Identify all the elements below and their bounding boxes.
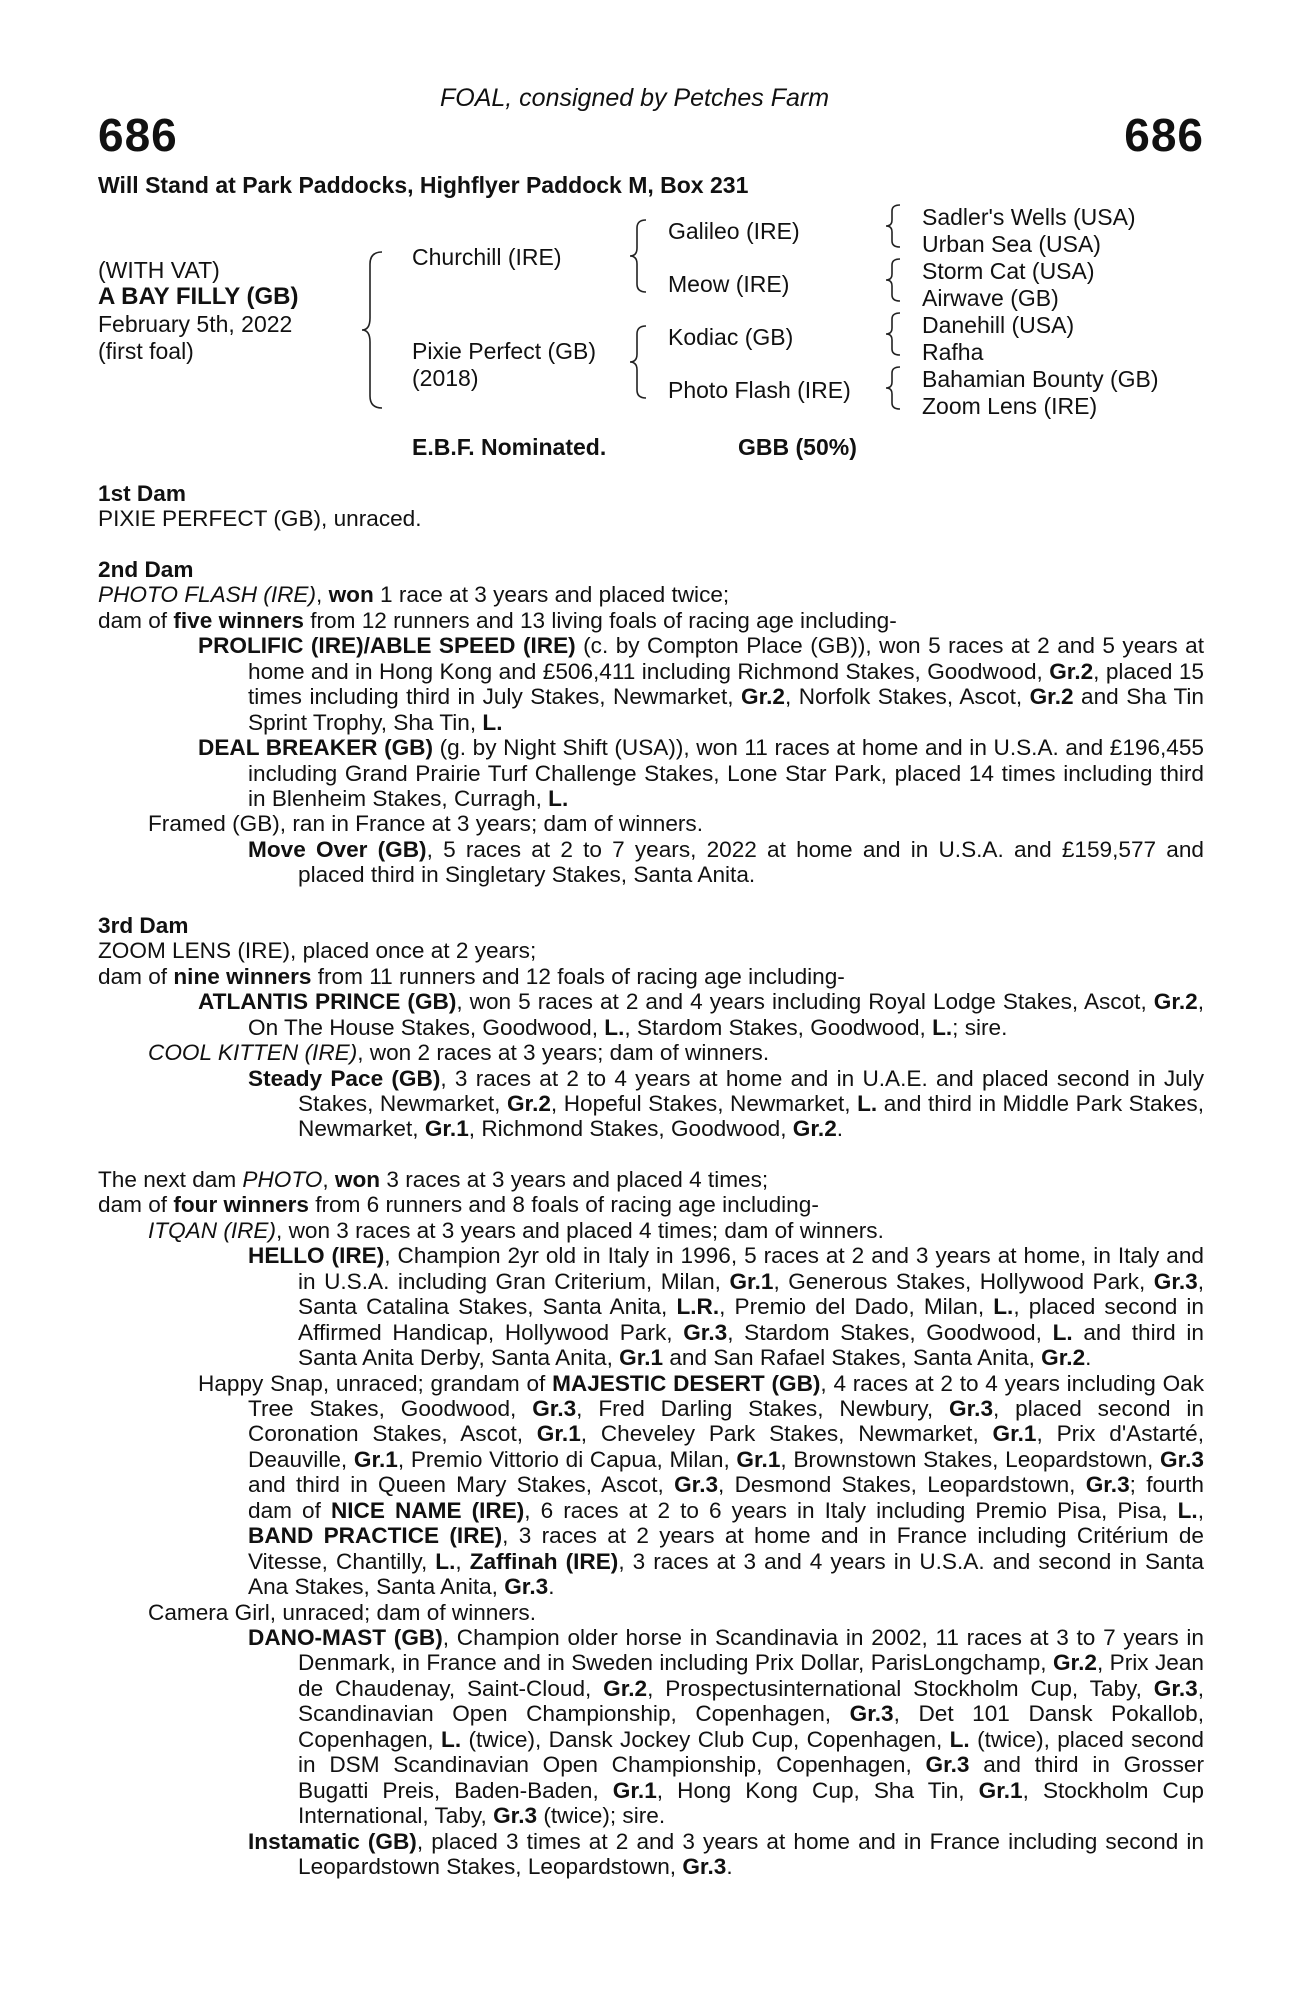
text-run: ; fourth dam of [248, 1472, 1204, 1523]
pedigree-gg-1: Sadler's Wells (USA) [922, 204, 1136, 230]
bold-text: L. [435, 1548, 456, 1574]
third-dam-entry-steady-pace [98, 1066, 1204, 1142]
lot-number-left: 686 [98, 109, 178, 161]
text-run: , [322, 1166, 335, 1192]
text-run: , Fred Darling Stakes, Newbury, [576, 1395, 950, 1421]
text-run: . [548, 1574, 555, 1600]
next-dam-entry-camera-girl: Camera Girl, unraced; dam of winners. [148, 1599, 537, 1625]
text-run: , 3 races at 2 to 4 years at home and in U.A.E. and placed second in July Stakes, Newmarket, [298, 1065, 1204, 1116]
text-run: and San Rafael Stakes, Santa Anita, [663, 1345, 1042, 1371]
bold-text: ATLANTIS PRINCE (GB) [198, 989, 457, 1015]
first-dam-text: PIXIE PERFECT (GB), unraced. [98, 506, 422, 532]
text-run: , Prospectusinternational Stockholm Cup, Taby, [647, 1675, 1154, 1701]
third-dam-entry-atlantis-prince [98, 989, 1204, 1040]
pedigree-gg-4: Airwave (GB) [922, 285, 1059, 311]
bold-text: Gr.1 [992, 1421, 1037, 1447]
second-dam-heading: 2nd Dam [98, 556, 194, 582]
next-dam-entry-dano-mast [98, 1625, 1204, 1829]
pedigree-dam-year: (2018) [412, 365, 479, 391]
text-run: (c. by Compton Place (GB)), won 5 races at 2 and 5 years at home and in Hong Kong and £506,411 including Richmond Stakes, Goodwood, [248, 633, 1204, 684]
text-run: , Premio del Dado, Milan, [719, 1294, 994, 1320]
bold-text: Gr.1 [978, 1777, 1023, 1803]
bold-text: Gr.2 [741, 684, 785, 710]
bold-text: Gr.3 [682, 1854, 727, 1880]
bold-text: L. [949, 1726, 970, 1752]
text-run: 3 races at 3 years and placed 4 times; [380, 1166, 769, 1192]
text-run: , placed second in Affirmed Handicap, Hollywood Park, [298, 1294, 1204, 1345]
third-dam-entry-cool-kitten [98, 1040, 1204, 1065]
sire-brace [628, 216, 652, 296]
bold-text: Gr.2 [1049, 658, 1094, 684]
pedigree-sire-dam: Meow (IRE) [668, 271, 790, 297]
pedigree-dam-dam: Photo Flash (IRE) [668, 377, 851, 403]
text-run: and third in Middle Park Stakes, Newmarket, [298, 1090, 1204, 1142]
text-run: , 3 races at 2 years at home and in France including Critérium de Vitesse, Chantilly, [248, 1523, 1204, 1574]
second-dam-entry-framed: Framed (GB), ran in France at 3 years; dam of winners. [148, 811, 704, 837]
text-run: from 6 runners and 8 foals of racing age including- [308, 1192, 819, 1218]
bold-text: L. [604, 1014, 625, 1040]
text-run: 1 race at 3 years and placed twice; [373, 582, 730, 608]
text-run: , placed 15 times including third in July Stakes, Newmarket, [248, 658, 1204, 710]
text-run: . [726, 1854, 733, 1880]
bold-text: L. [932, 1014, 953, 1040]
catalogue-body [98, 481, 1204, 1880]
bold-text: L. [857, 1090, 878, 1116]
third-dam-line2 [98, 964, 1204, 989]
text-run: , 5 races at 2 to 7 years, 2022 at home and in U.S.A. and £159,577 and placed third in Singletary Stakes, Santa Anita. [298, 836, 1204, 888]
text-run: dam of [98, 963, 174, 989]
text-run: , placed 3 times at 2 and 3 years at home and in France including second in Leopardstown Stakes, Leopardstown, [298, 1828, 1204, 1880]
bold-text: five winners [173, 607, 304, 633]
foal-dob: February 5th, 2022 [98, 311, 293, 337]
bold-text: Gr.3 [493, 1803, 538, 1829]
bold-text: Gr.1 [612, 1777, 657, 1803]
pedigree-sire-sire: Galileo (IRE) [668, 218, 800, 244]
bold-text: Steady Pace (GB) [248, 1065, 441, 1091]
bold-text: Gr.3 [1153, 1268, 1198, 1294]
text-run: , Norfolk Stakes, Ascot, [785, 684, 1030, 710]
text-run: , On The House Stakes, Goodwood, [248, 989, 1204, 1040]
bold-text: Gr.1 [729, 1268, 774, 1294]
bold-text: won [328, 582, 374, 608]
bold-text: Gr.1 [353, 1446, 398, 1472]
pedigree-main-brace [360, 248, 390, 412]
gbb-premium: GBB (50%) [738, 434, 857, 460]
text-run: , won 2 races at 3 years; dam of winners. [357, 1040, 770, 1066]
bold-text: L. [1052, 1319, 1073, 1345]
bold-text: NICE NAME (IRE) [330, 1497, 525, 1523]
text-run: , Richmond Stakes, Goodwood, [468, 1116, 793, 1142]
bold-text: BAND PRACTICE (IRE) [248, 1523, 503, 1549]
text-run: , Cheveley Park Stakes, Newmarket, [580, 1421, 993, 1447]
text-run: (g. by Night Shift (USA)), won 11 races at home and in U.S.A. and £196,455 including Grand Prairie Turf Challenge Stakes, Lone Star Park, placed 14 times including third in Blenheim Stakes, Curragh, [248, 735, 1204, 811]
italic-text: PHOTO [242, 1166, 323, 1192]
bold-text: Gr.1 [736, 1446, 781, 1472]
pedigree-sire: Churchill (IRE) [412, 244, 562, 270]
text-run: , Stardom Stakes, Goodwood, [624, 1014, 933, 1040]
text-run: , Det 101 Dansk Pokallob, Copenhagen, [298, 1701, 1205, 1752]
italic-text: COOL KITTEN (IRE) [148, 1040, 358, 1066]
text-run: , 4 races at 2 to 4 years including Oak Tree Stakes, Goodwood, [248, 1370, 1205, 1421]
text-run: The next dam [98, 1166, 243, 1192]
text-run: , Brownstown Stakes, Leopardstown, [780, 1446, 1161, 1472]
pedigree-gg-3: Storm Cat (USA) [922, 258, 1095, 284]
bold-text: Gr.3 [949, 1395, 994, 1421]
text-run: . [836, 1116, 844, 1142]
text-run: , Generous Stakes, Hollywood Park, [773, 1268, 1154, 1294]
bold-text: Gr.2 [603, 1675, 648, 1701]
text-run: (twice), placed second in DSM Scandinavian Open Championship, Copenhagen, [298, 1726, 1204, 1778]
text-run: , [455, 1548, 470, 1574]
text-run: . [1085, 1345, 1092, 1371]
pedigree-dam-sire: Kodiac (GB) [668, 324, 794, 350]
bold-text: Gr.3 [849, 1701, 894, 1727]
text-run: , Hong Kong Cup, Sha Tin, [656, 1777, 979, 1803]
bold-text: Gr.1 [619, 1345, 664, 1371]
first-dam-heading: 1st Dam [98, 481, 186, 506]
text-run: , Santa Catalina Stakes, Santa Anita, [298, 1268, 1204, 1320]
text-run: from 12 runners and 13 living foals of racing age including- [303, 607, 897, 633]
next-dam-line1 [98, 1167, 1204, 1192]
bold-text: won [334, 1166, 381, 1192]
pedigree-gg-2: Urban Sea (USA) [922, 231, 1101, 257]
text-run: , Champion 2yr old in Italy in 1996, 5 races at 2 and 3 years at home, in Italy and in U.S.A. including Gran Criterium, Milan, [298, 1243, 1204, 1294]
text-run: dam of [98, 1192, 174, 1218]
bold-text: DEAL BREAKER (GB) [198, 735, 434, 761]
text-run: dam of [98, 607, 174, 633]
ebf-nominated: E.B.F. Nominated. [412, 434, 607, 460]
bold-text: Gr.3 [1160, 1446, 1204, 1472]
bold-text: Gr.1 [424, 1116, 469, 1142]
bold-text: L. [548, 785, 569, 811]
text-run: ; sire. [952, 1014, 1008, 1040]
bold-text: Gr.2 [1153, 989, 1198, 1015]
second-dam-line2 [98, 608, 1204, 633]
pedigree-gg-8: Zoom Lens (IRE) [922, 393, 1098, 419]
bold-text: PROLIFIC (IRE)/ABLE SPEED (IRE) [198, 633, 576, 659]
consignment-line: FOAL, consigned by Petches Farm [440, 84, 830, 112]
foal-name: A BAY FILLY (GB) [98, 283, 299, 310]
text-run: , Desmond Stakes, Leopardstown, [718, 1472, 1086, 1498]
text-run: and third in Grosser Bugatti Preis, Baden-Baden, [298, 1752, 1204, 1803]
next-dam-entry-itqan [98, 1218, 1204, 1243]
bold-text: Gr.3 [674, 1472, 719, 1498]
bold-text: Gr.3 [1153, 1675, 1198, 1701]
italic-text: ITQAN (IRE) [148, 1217, 277, 1243]
text-run: , 3 races at 3 and 4 years in U.S.A. and second in Santa Ana Stakes, Santa Anita, [248, 1548, 1204, 1600]
text-run: , Scandinavian Open Championship, Copenhagen, [298, 1675, 1205, 1727]
pedigree-gg-6: Rafha [922, 339, 984, 365]
text-run: , placed second in Coronation Stakes, Ascot, [248, 1395, 1204, 1447]
bold-text: Gr.2 [1041, 1345, 1086, 1371]
text-run: , Premio Vittorio di Capua, Milan, [397, 1446, 737, 1472]
lot-number-right: 686 [1124, 109, 1204, 161]
bold-text: Gr.2 [1029, 684, 1074, 710]
bold-text: Gr.2 [506, 1090, 551, 1116]
text-run: from 11 runners and 12 foals of racing age including- [311, 963, 845, 989]
stand-location: Will Stand at Park Paddocks, Highflyer Paddock M, Box 231 [98, 172, 749, 198]
foal-vat: (WITH VAT) [98, 257, 220, 283]
bold-text: Gr.2 [1052, 1650, 1097, 1676]
gg-brace-3 [884, 310, 904, 358]
text-run: , Prix d'Astarté, Deauville, [248, 1421, 1205, 1472]
bold-text: L.R. [676, 1294, 720, 1320]
next-dam-entry-instamatic [98, 1829, 1204, 1880]
text-run: , [316, 582, 329, 608]
bold-text: DANO-MAST (GB) [248, 1625, 443, 1651]
bold-text: HELLO (IRE) [248, 1243, 385, 1269]
second-dam-entry-prolific [98, 633, 1204, 735]
text-run: and Sha Tin Sprint Trophy, Sha Tin, [248, 684, 1204, 735]
text-run: (twice); sire. [537, 1803, 666, 1829]
bold-text: four winners [173, 1192, 309, 1218]
gg-brace-2 [884, 256, 904, 304]
gg-brace-1 [884, 202, 904, 250]
italic-text: PHOTO FLASH (IRE) [98, 582, 317, 608]
second-dam-entry-deal-breaker [98, 735, 1204, 811]
bold-text: Zaffinah (IRE) [469, 1548, 619, 1574]
pedigree-gg-7: Bahamian Bounty (GB) [922, 366, 1159, 392]
text-run: , won 3 races at 3 years and placed 4 times; dam of winners. [276, 1217, 884, 1243]
bold-text: Gr.3 [504, 1574, 549, 1600]
text-run: , Champion older horse in Scandinavia in 2002, 11 races at 3 to 7 years in Denmark, in France and in Sweden including Prix Dollar, ParisLongchamp, [298, 1625, 1204, 1676]
gg-brace-4 [884, 364, 904, 412]
bold-text: L. [1177, 1497, 1198, 1523]
bold-text: L. [993, 1294, 1014, 1320]
bold-text: Gr.3 [925, 1752, 970, 1778]
foal-note: (first foal) [98, 338, 194, 364]
dam-brace [628, 322, 652, 402]
text-run: and third in Queen Mary Stakes, Ascot, [248, 1472, 675, 1498]
next-dam-entry-happy-snap [98, 1371, 1204, 1600]
bold-text: Gr.3 [532, 1395, 577, 1421]
text-run: and third in Santa Anita Derby, Santa Anita, [298, 1319, 1204, 1371]
bold-text: L. [482, 709, 503, 735]
pedigree-dam: Pixie Perfect (GB) [412, 338, 597, 364]
bold-text: Gr.3 [1085, 1472, 1130, 1498]
text-run: , [1197, 1497, 1204, 1523]
text-run: Happy Snap, unraced; grandam of [198, 1370, 553, 1396]
second-dam-entry-move-over [98, 837, 1204, 888]
text-run: (twice), Dansk Jockey Club Cup, Copenhagen, [461, 1726, 950, 1752]
text-run: , Stardom Stakes, Goodwood, [727, 1319, 1053, 1345]
bold-text: MAJESTIC DESERT (GB) [552, 1370, 821, 1396]
text-run: , won 5 races at 2 and 4 years including Royal Lodge Stakes, Ascot, [456, 989, 1154, 1015]
second-dam-line1 [98, 582, 1204, 607]
next-dam-line2 [98, 1192, 1204, 1217]
text-run: , Stockholm Cup International, Taby, [298, 1777, 1204, 1829]
bold-text: Instamatic (GB) [248, 1828, 417, 1854]
bold-text: Gr.2 [792, 1116, 837, 1142]
text-run: , 6 races at 2 to 6 years in Italy including Premio Pisa, Pisa, [524, 1497, 1178, 1523]
next-dam-entry-hello [98, 1243, 1204, 1370]
bold-text: nine winners [173, 963, 312, 989]
third-dam-heading: 3rd Dam [98, 912, 189, 938]
bold-text: Move Over (GB) [248, 836, 427, 862]
pedigree-gg-5: Danehill (USA) [922, 312, 1075, 338]
bold-text: Gr.1 [536, 1421, 581, 1447]
bold-text: Gr.3 [683, 1319, 728, 1345]
third-dam-line1: ZOOM LENS (IRE), placed once at 2 years; [98, 938, 537, 964]
text-run: , Prix Jean de Chaudenay, Saint-Cloud, [298, 1650, 1204, 1701]
text-run: , Hopeful Stakes, Newmarket, [550, 1090, 858, 1116]
bold-text: L. [441, 1726, 462, 1752]
